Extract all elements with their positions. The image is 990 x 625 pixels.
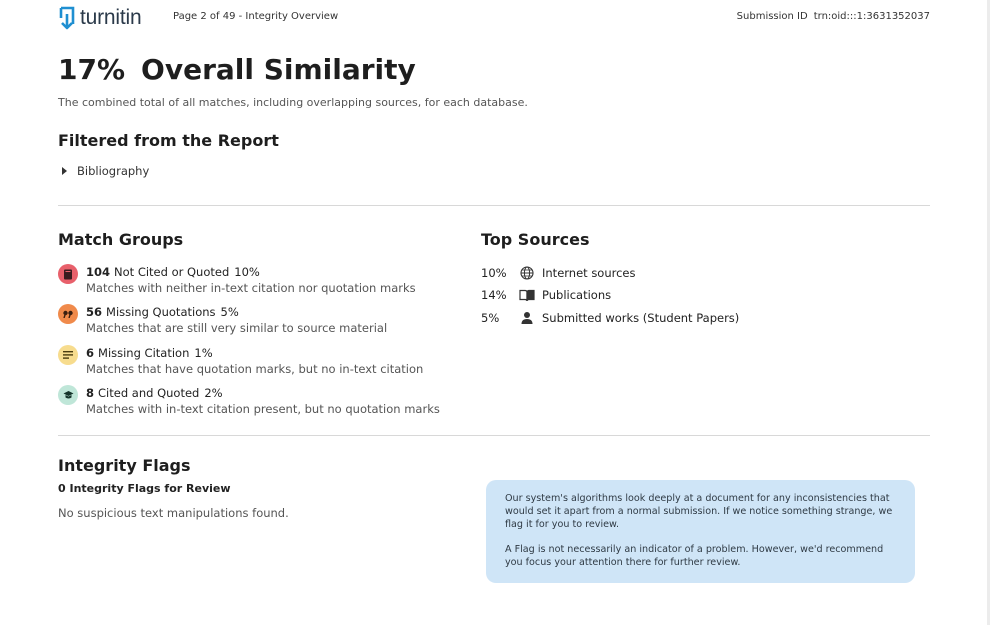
overall-similarity-title: Overall Similarity: [141, 53, 416, 86]
open-book-icon: [519, 287, 535, 303]
match-label: Missing Citation: [98, 346, 190, 360]
match-description: Matches that have quotation marks, but no in-text citation: [86, 362, 424, 376]
filtered-heading: Filtered from the Report: [58, 131, 279, 150]
integrity-flags-status: No suspicious text manipulations found.: [58, 506, 289, 520]
page-title: [58, 53, 416, 86]
overall-similarity-percent: 17%: [58, 53, 126, 86]
match-label: Not Cited or Quoted: [114, 265, 230, 279]
match-description: Matches with neither in-text citation nor quotation marks: [86, 281, 416, 295]
page-info: Page 2 of 49 - Integrity Overview: [173, 11, 339, 22]
integrity-flags-count: 0 Integrity Flags for Review: [58, 482, 231, 495]
source-percent: 5%: [481, 311, 500, 325]
submission-id-value: trn:oid:::1:3631352037: [813, 11, 930, 22]
caret-right-icon: [62, 167, 67, 175]
source-label: Publications: [542, 288, 612, 302]
person-icon: [519, 310, 535, 326]
match-label: Missing Quotations: [106, 305, 216, 319]
match-group-row[interactable]: [58, 385, 440, 417]
match-percent: 10%: [234, 265, 260, 279]
top-sources-heading: Top Sources: [481, 230, 590, 249]
info-paragraph: Our system's algorithms look deeply at a document for any inconsistencies that would set it apart from a normal submission. If we notice something strange, we flag it for you to review.: [505, 493, 893, 530]
quote-icon: [58, 304, 78, 324]
divider: [58, 435, 930, 436]
match-count: 104: [86, 265, 111, 279]
match-description: Matches with in-text citation present, but no quotation marks: [86, 402, 440, 416]
match-group-row[interactable]: [58, 345, 423, 377]
bibliography-toggle[interactable]: [62, 164, 149, 178]
source-percent: 14%: [481, 288, 507, 302]
lines-icon: [58, 345, 78, 365]
match-count: 56: [86, 305, 103, 319]
match-percent: 5%: [220, 305, 239, 319]
match-groups-heading: Match Groups: [58, 230, 184, 249]
source-label: Submitted works (Student Papers): [542, 311, 740, 325]
source-label: Internet sources: [542, 266, 636, 280]
match-percent: 2%: [204, 386, 223, 400]
top-source-row[interactable]: [481, 287, 611, 303]
integrity-flags-heading: Integrity Flags: [58, 456, 191, 475]
turnitin-logo: [58, 4, 141, 32]
logo-text: turnitin: [80, 6, 142, 29]
submission-id: [737, 11, 930, 22]
top-source-row[interactable]: [481, 310, 739, 326]
turnitin-logo-icon: [58, 4, 76, 32]
divider: [58, 205, 930, 206]
match-percent: 1%: [194, 346, 213, 360]
overview-subtitle: The combined total of all matches, including overlapping sources, for each database.: [58, 96, 528, 109]
book-icon: [58, 264, 78, 284]
match-group-row[interactable]: [58, 304, 387, 336]
match-count: 6: [86, 346, 95, 360]
match-label: Cited and Quoted: [98, 386, 200, 400]
match-group-row[interactable]: [58, 264, 416, 296]
match-description: Matches that are still very similar to source material: [86, 321, 388, 335]
info-paragraph: A Flag is not necessarily an indicator of a problem. However, we'd recommend you focus your attention there for further review.: [505, 544, 884, 568]
globe-icon: [519, 265, 535, 281]
match-count: 8: [86, 386, 95, 400]
graduation-cap-icon: [58, 385, 78, 405]
integrity-info-box: [486, 480, 915, 583]
source-percent: 10%: [481, 266, 507, 280]
top-source-row[interactable]: [481, 265, 636, 281]
submission-id-label: Submission ID: [736, 11, 808, 22]
bibliography-label: Bibliography: [77, 164, 150, 178]
